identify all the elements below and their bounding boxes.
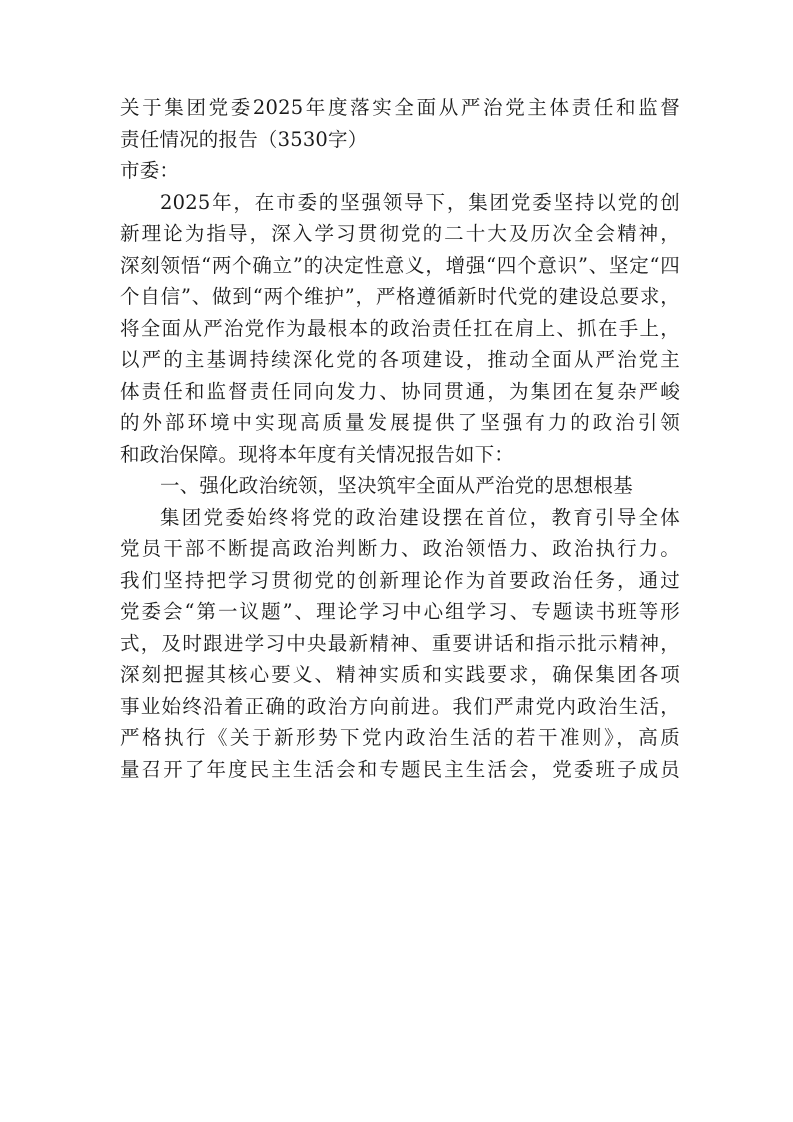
paragraph-line: 党员干部不断提高政治判断力、政治领悟力、政治执行力。 (120, 537, 680, 560)
paragraph-line: 和政治保障。现将本年度有关情况报告如下： (120, 442, 515, 466)
paragraph-line: 事业始终沿着正确的政治方向前进。我们严肃党内政治生活， (120, 694, 680, 718)
document-page (120, 92, 680, 785)
paragraph-line: 我们坚持把学习贯彻党的创新理论作为首要政治任务，通过 (120, 568, 680, 592)
paragraph-line: 集团党委始终将党的政治建设摆在首位，教育引导全体 (160, 505, 680, 529)
paragraph-line: 新理论为指导，深入学习贯彻党的二十大及历次全会精神， (120, 222, 680, 245)
paragraph-line: 量召开了年度民主生活会和专题民主生活会，党委班子成员 (120, 757, 680, 781)
section-heading: 一、强化政治统领，坚决筑牢全面从严治党的思想根基 (160, 474, 633, 497)
paragraph-line: 2025年，在市委的坚强领导下，集团党委坚持以党的创 (160, 190, 680, 214)
paragraph-line: 的外部环境中实现高质量发展提供了坚强有力的政治引领 (120, 411, 680, 434)
paragraph-line: 党委会“第一议题”、理论学习中心组学习、专题读书班等形 (120, 600, 680, 623)
body-paragraph (120, 502, 680, 786)
paragraph-line: 式，及时跟进学习中央最新精神、重要讲话和指示批示精神， (120, 631, 680, 655)
paragraph-line: 个自信”、做到“两个维护”，严格遵循新时代党的建设总要求， (120, 285, 680, 308)
paragraph-line: 将全面从严治党作为最根本的政治责任扛在肩上、抓在手上， (120, 316, 680, 340)
document-title (120, 92, 680, 155)
title-line-2: 责任情况的报告（3530字） (120, 127, 368, 151)
paragraph-line: 以严的主基调持续深化党的各项建设，推动全面从严治党主 (120, 348, 680, 371)
paragraph-line: 体责任和监督责任同向发力、协同贯通，为集团在复杂严峻 (120, 379, 680, 403)
title-line-1: 关于集团党委2025年度落实全面从严治党主体责任和监督 (120, 96, 680, 119)
paragraph-line: 深刻把握其核心要义、精神实质和实践要求，确保集团各项 (120, 663, 680, 686)
intro-paragraph (120, 187, 680, 471)
paragraph-line: 深刻领悟“两个确立”的决定性意义，增强“四个意识”、坚定“四 (120, 253, 680, 277)
salutation: 市委： (120, 159, 180, 182)
paragraph-line: 严格执行《关于新形势下党内政治生活的若干准则》，高质 (120, 726, 680, 749)
